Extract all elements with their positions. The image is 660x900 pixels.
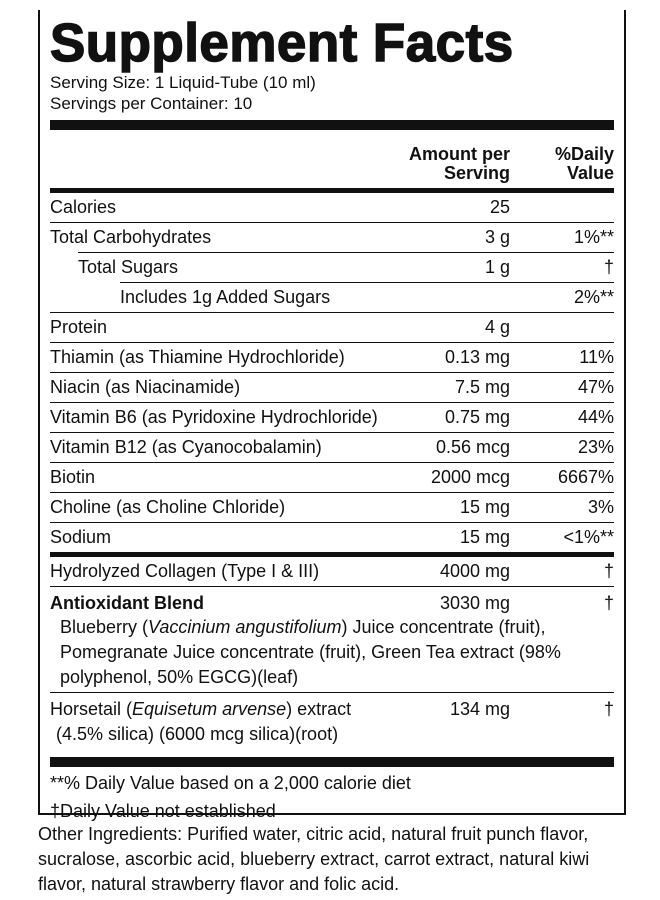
nutrient-amount: 15 mg [459,527,510,547]
nutrient-name: Niacin (as Niacinamide) [50,377,241,397]
nutrient-name: Total Sugars [78,257,179,277]
horsetail-amount: 134 mg [449,699,510,719]
dv-header [510,145,614,183]
supplement-facts-panel [38,10,626,821]
nutrient-name: Includes 1g Added Sugars [120,287,331,307]
horsetail-detail: (4.5% silica) (6000 mcg silica)(root) [56,724,339,744]
ingredient-row-collagen [50,557,614,586]
nutrient-name: Vitamin B6 (as Pyridoxine Hydrochloride) [50,407,378,427]
blend-desc-text: Blueberry ( [60,617,149,637]
footnotes [50,767,614,825]
nutrient-amount: 4 g [484,317,510,337]
blend-dv: † [603,592,614,613]
dv-footnote: **% Daily Value based on a 2,000 calorie diet [50,773,411,793]
nutrient-row-choline [50,493,614,522]
servings-per-container: Servings per Container: 10 [50,94,253,113]
nutrient-row-vitamin-b12 [50,433,614,462]
divider-thick [50,757,614,767]
dv-header-line2: Value [566,163,614,183]
nutrient-row-thiamin [50,343,614,372]
nutrient-amount: 0.56 mcg [435,437,510,457]
horsetail-dv: † [603,699,614,719]
nutrient-dv: 6667% [557,467,614,487]
nutrient-name: Choline (as Choline Chloride) [50,497,286,517]
not-established-footnote: †Daily Value not established [50,801,276,821]
other-ingredients: Other Ingredients: Purified water, citric acid, natural fruit punch flavor, sucralose, ascorbic acid, blueberry extract, carrot extract, natural kiwi flavor, natural strawberry flavor and folic acid. [38,824,590,894]
nutrient-row-calories [50,193,614,222]
serving-size: Serving Size: 1 Liquid-Tube (10 ml) [50,73,316,92]
nutrient-amount: 7.5 mg [454,377,510,397]
divider-thick [50,120,614,130]
nutrient-amount: 2000 mcg [430,467,510,487]
nutrient-dv: <1%** [563,527,614,547]
ingredient-name: Hydrolyzed Collagen (Type I & III) [50,561,320,581]
nutrient-name: Total Carbohydrates [50,227,212,247]
horsetail-text: Horsetail ( [50,699,133,719]
dv-header-line1: %Daily [554,144,614,164]
ingredient-amount: 4000 mg [439,561,510,581]
nutrient-dv: 3% [587,497,614,517]
nutrient-amount: 3 g [484,227,510,247]
nutrient-name: Protein [50,317,108,337]
horsetail-species: Equisetum arvense [132,699,287,719]
blend-name: Antioxidant Blend [50,592,204,613]
blend-desc-text: ) Juice concentrate (fruit), Pomegranate Juice concentrate (fruit), Green Tea extract (98% polyphenol, 50% EGCG)(leaf) [60,617,561,687]
panel-title: Supplement Facts [50,13,514,73]
nutrient-row-added-sugars [50,283,614,312]
nutrient-amount: 0.13 mg [444,347,510,367]
horsetail-name [50,697,380,751]
horsetail-text: ) extract [286,699,352,719]
nutrient-amount: 25 [489,197,510,217]
blend-species: Vaccinium angustifolium [148,617,342,637]
nutrient-amount: 1 g [484,257,510,277]
nutrient-name: Vitamin B12 (as Cyanocobalamin) [50,437,322,457]
nutrient-amount: 15 mg [459,497,510,517]
nutrient-row-carbohydrates [50,223,614,252]
nutrient-name: Thiamin (as Thiamine Hydrochloride) [50,347,345,367]
blend-description [50,615,614,692]
nutrient-dv: 11% [579,347,614,367]
nutrient-dv: 47% [577,377,614,397]
nutrient-dv: † [603,257,614,277]
amount-header [380,145,510,183]
nutrient-amount: 0.75 mg [444,407,510,427]
amount-header-line2: Serving [443,163,510,183]
ingredient-dv: † [603,561,614,581]
nutrient-row-biotin [50,463,614,492]
nutrient-row-niacin [50,373,614,402]
amount-header-line1: Amount per [409,144,510,164]
ingredient-row-horsetail [50,693,614,751]
nutrient-dv: 44% [577,407,614,427]
blend-amount: 3030 mg [439,592,510,613]
nutrient-row-total-sugars [50,253,614,282]
nutrient-dv: 2%** [573,287,614,307]
nutrient-name: Sodium [50,527,112,547]
nutrient-row-sodium [50,523,614,552]
column-header [50,138,614,188]
nutrient-row-vitamin-b6 [50,403,614,432]
nutrient-dv: 1%** [573,227,614,247]
nutrient-name: Biotin [50,467,96,487]
nutrient-dv: 23% [577,437,614,457]
antioxidant-blend [50,587,614,692]
nutrient-name: Calories [50,197,117,217]
nutrient-row-protein [50,313,614,342]
